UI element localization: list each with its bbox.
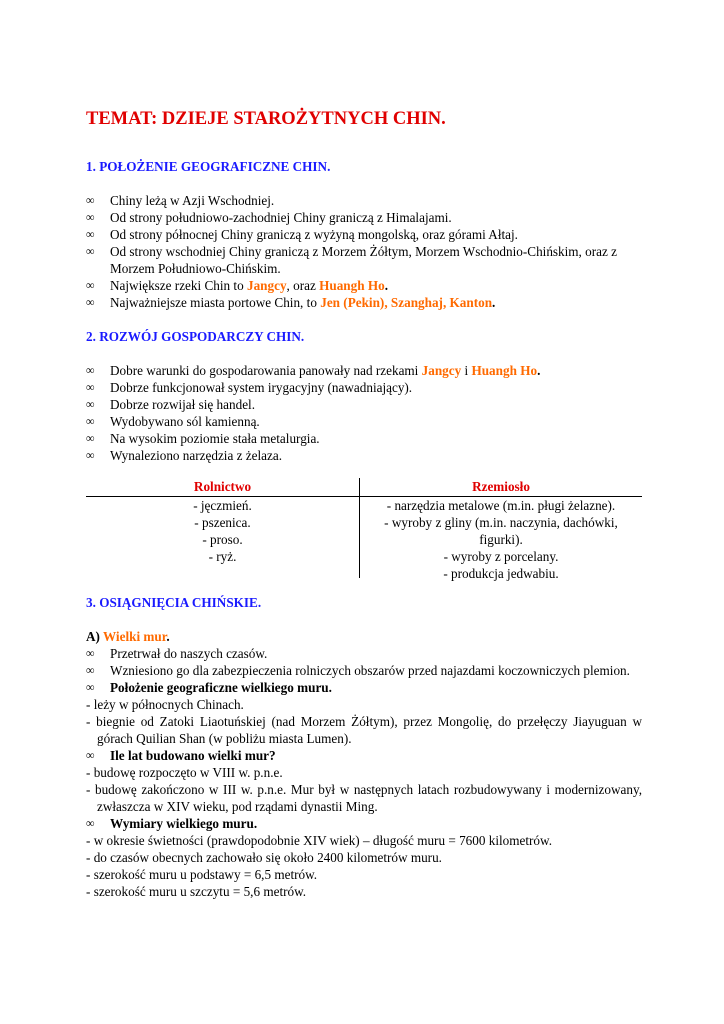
table-cell: - narzędzia metalowe (m.in. pługi żelazne). xyxy=(386,498,616,513)
table-column-craft xyxy=(360,478,642,582)
document-page xyxy=(86,108,642,900)
section-3-heading: 3. OSIĄGNIĘCIA CHIŃSKIE. xyxy=(86,595,262,610)
years-heading-list xyxy=(86,747,642,764)
section-3-list xyxy=(86,645,642,696)
list-item-location-heading: ∞ Położenie geograficzne wielkiego muru. xyxy=(86,680,332,695)
list-item: ∞ Wynaleziono narzędzia z żelaza. xyxy=(86,448,282,463)
list-item: ∞ Przetrwał do naszych czasów. xyxy=(86,646,268,661)
list-item: - w okresie świetności (prawdopodobnie XIV wiek) – długość muru = 7600 kilometrów. xyxy=(86,833,552,848)
list-item: - leży w północnych Chinach. xyxy=(86,697,244,712)
list-item: - budowę zakończono w III w. p.n.e. Mur był w następnych latach rozbudowywany i modernizowany, zwłaszcza w XIV wieku, pod rządami dynastii Ming. xyxy=(86,782,642,814)
bullet-icon: ∞ xyxy=(86,193,95,207)
river-name: Huangh Ho xyxy=(319,278,385,293)
table-cell: - ryż. xyxy=(208,549,237,564)
bullet-icon: ∞ xyxy=(86,816,95,830)
bullet-icon: ∞ xyxy=(86,646,95,660)
dims-heading-list xyxy=(86,815,642,832)
section-1-list xyxy=(86,192,642,311)
dims-list xyxy=(86,832,642,900)
section-1-heading: 1. POŁOŻENIE GEOGRAFICZNE CHIN. xyxy=(86,159,331,174)
location-list xyxy=(86,696,642,747)
list-item-dims-heading: ∞ Wymiary wielkiego muru. xyxy=(86,816,258,831)
list-item: - do czasów obecnych zachowało się około 2400 kilometrów muru. xyxy=(86,850,442,865)
table-column-agriculture xyxy=(86,478,359,565)
list-item-years-heading: ∞ Ile lat budowano wielki mur? xyxy=(86,748,276,763)
list-item: - biegnie od Zatoki Liaotuńskiej (nad Morzem Żółtym), przez Mongolię, do przełęczy Jiayuguan w górach Quilian Shan (w pobliżu miasta Lumen). xyxy=(86,714,642,746)
list-item: ∞ Od strony wschodniej Chiny graniczą z Morzem Żółtym, Morzem Wschodnio-Chińskim, oraz z Morzem Południowo-Chińskim. xyxy=(86,244,617,276)
table-cell: - proso. xyxy=(202,532,243,547)
list-item-rivers: ∞ Największe rzeki Chin to Jangcy, oraz Huangh Ho. xyxy=(86,278,389,293)
economy-table xyxy=(86,478,642,580)
list-item: - szerokość muru u szczytu = 5,6 metrów. xyxy=(86,884,307,899)
bullet-icon: ∞ xyxy=(86,663,95,677)
bullet-icon: ∞ xyxy=(86,748,95,762)
bullet-icon: ∞ xyxy=(86,227,95,241)
bullet-icon: ∞ xyxy=(86,397,95,411)
bullet-icon: ∞ xyxy=(86,431,95,445)
list-item: ∞ Na wysokim poziomie stała metalurgia. xyxy=(86,431,320,446)
table-header-craft: Rzemiosło xyxy=(472,479,530,494)
port-cities: Jen (Pekin), Szanghaj, Kanton xyxy=(320,295,493,310)
list-item: ∞ Dobre warunki do gospodarowania panowały nad rzekami Jangcy i Huangh Ho. xyxy=(86,363,541,378)
list-item: ∞ Dobrze rozwijał się handel. xyxy=(86,397,256,412)
list-item: - budowę rozpoczęto w VIII w. p.n.e. xyxy=(86,765,283,780)
list-item-ports: ∞ Najważniejsze miasta portowe Chin, to Jen (Pekin), Szanghaj, Kanton. xyxy=(86,295,496,310)
list-item: - szerokość muru u podstawy = 6,5 metrów. xyxy=(86,867,318,882)
table-header-agriculture: Rolnictwo xyxy=(193,479,252,494)
bullet-icon: ∞ xyxy=(86,363,95,377)
list-item: ∞ Dobrze funkcjonował system irygacyjny (nawadniający). xyxy=(86,380,413,395)
list-item: ∞ Wzniesiono go dla zabezpieczenia rolniczych obszarów przed najazdami koczowniczych plemion. xyxy=(86,663,630,678)
bullet-icon: ∞ xyxy=(86,278,95,292)
years-list xyxy=(86,764,642,815)
bullet-icon: ∞ xyxy=(86,380,95,394)
bullet-icon: ∞ xyxy=(86,244,95,258)
list-item: ∞ Chiny leżą w Azji Wschodniej. xyxy=(86,193,275,208)
bullet-icon: ∞ xyxy=(86,295,95,309)
table-cell: - pszenica. xyxy=(194,515,251,530)
subsection-a-heading: A) Wielki mur. xyxy=(86,629,170,644)
bullet-icon: ∞ xyxy=(86,414,95,428)
table-cell: - wyroby z gliny (m.in. naczynia, dachówki, xyxy=(384,515,618,530)
list-item: ∞ Wydobywano sól kamienną. xyxy=(86,414,260,429)
subsection-a-title: Wielki mur xyxy=(102,629,167,644)
table-cell: - jęczmień. xyxy=(193,498,252,513)
river-name: Huangh Ho xyxy=(471,363,538,378)
section-2-heading: 2. ROZWÓJ GOSPODARCZY CHIN. xyxy=(86,329,305,344)
table-cell: figurki). xyxy=(479,532,523,547)
page-title: TEMAT: DZIEJE STAROŻYTNYCH CHIN. xyxy=(86,109,446,129)
bullet-icon: ∞ xyxy=(86,448,95,462)
list-item: ∞ Od strony północnej Chiny graniczą z wyżyną mongolską, oraz górami Ałtaj. xyxy=(86,227,518,242)
river-name: Jangcy xyxy=(246,278,287,293)
table-cell: - wyroby z porcelany. xyxy=(443,549,559,564)
bullet-icon: ∞ xyxy=(86,680,95,694)
river-name: Jangcy xyxy=(421,363,462,378)
section-2-list xyxy=(86,362,642,464)
table-cell: - produkcja jedwabiu. xyxy=(443,566,559,581)
bullet-icon: ∞ xyxy=(86,210,95,224)
list-item: ∞ Od strony południowo-zachodniej Chiny graniczą z Himalajami. xyxy=(86,210,452,225)
